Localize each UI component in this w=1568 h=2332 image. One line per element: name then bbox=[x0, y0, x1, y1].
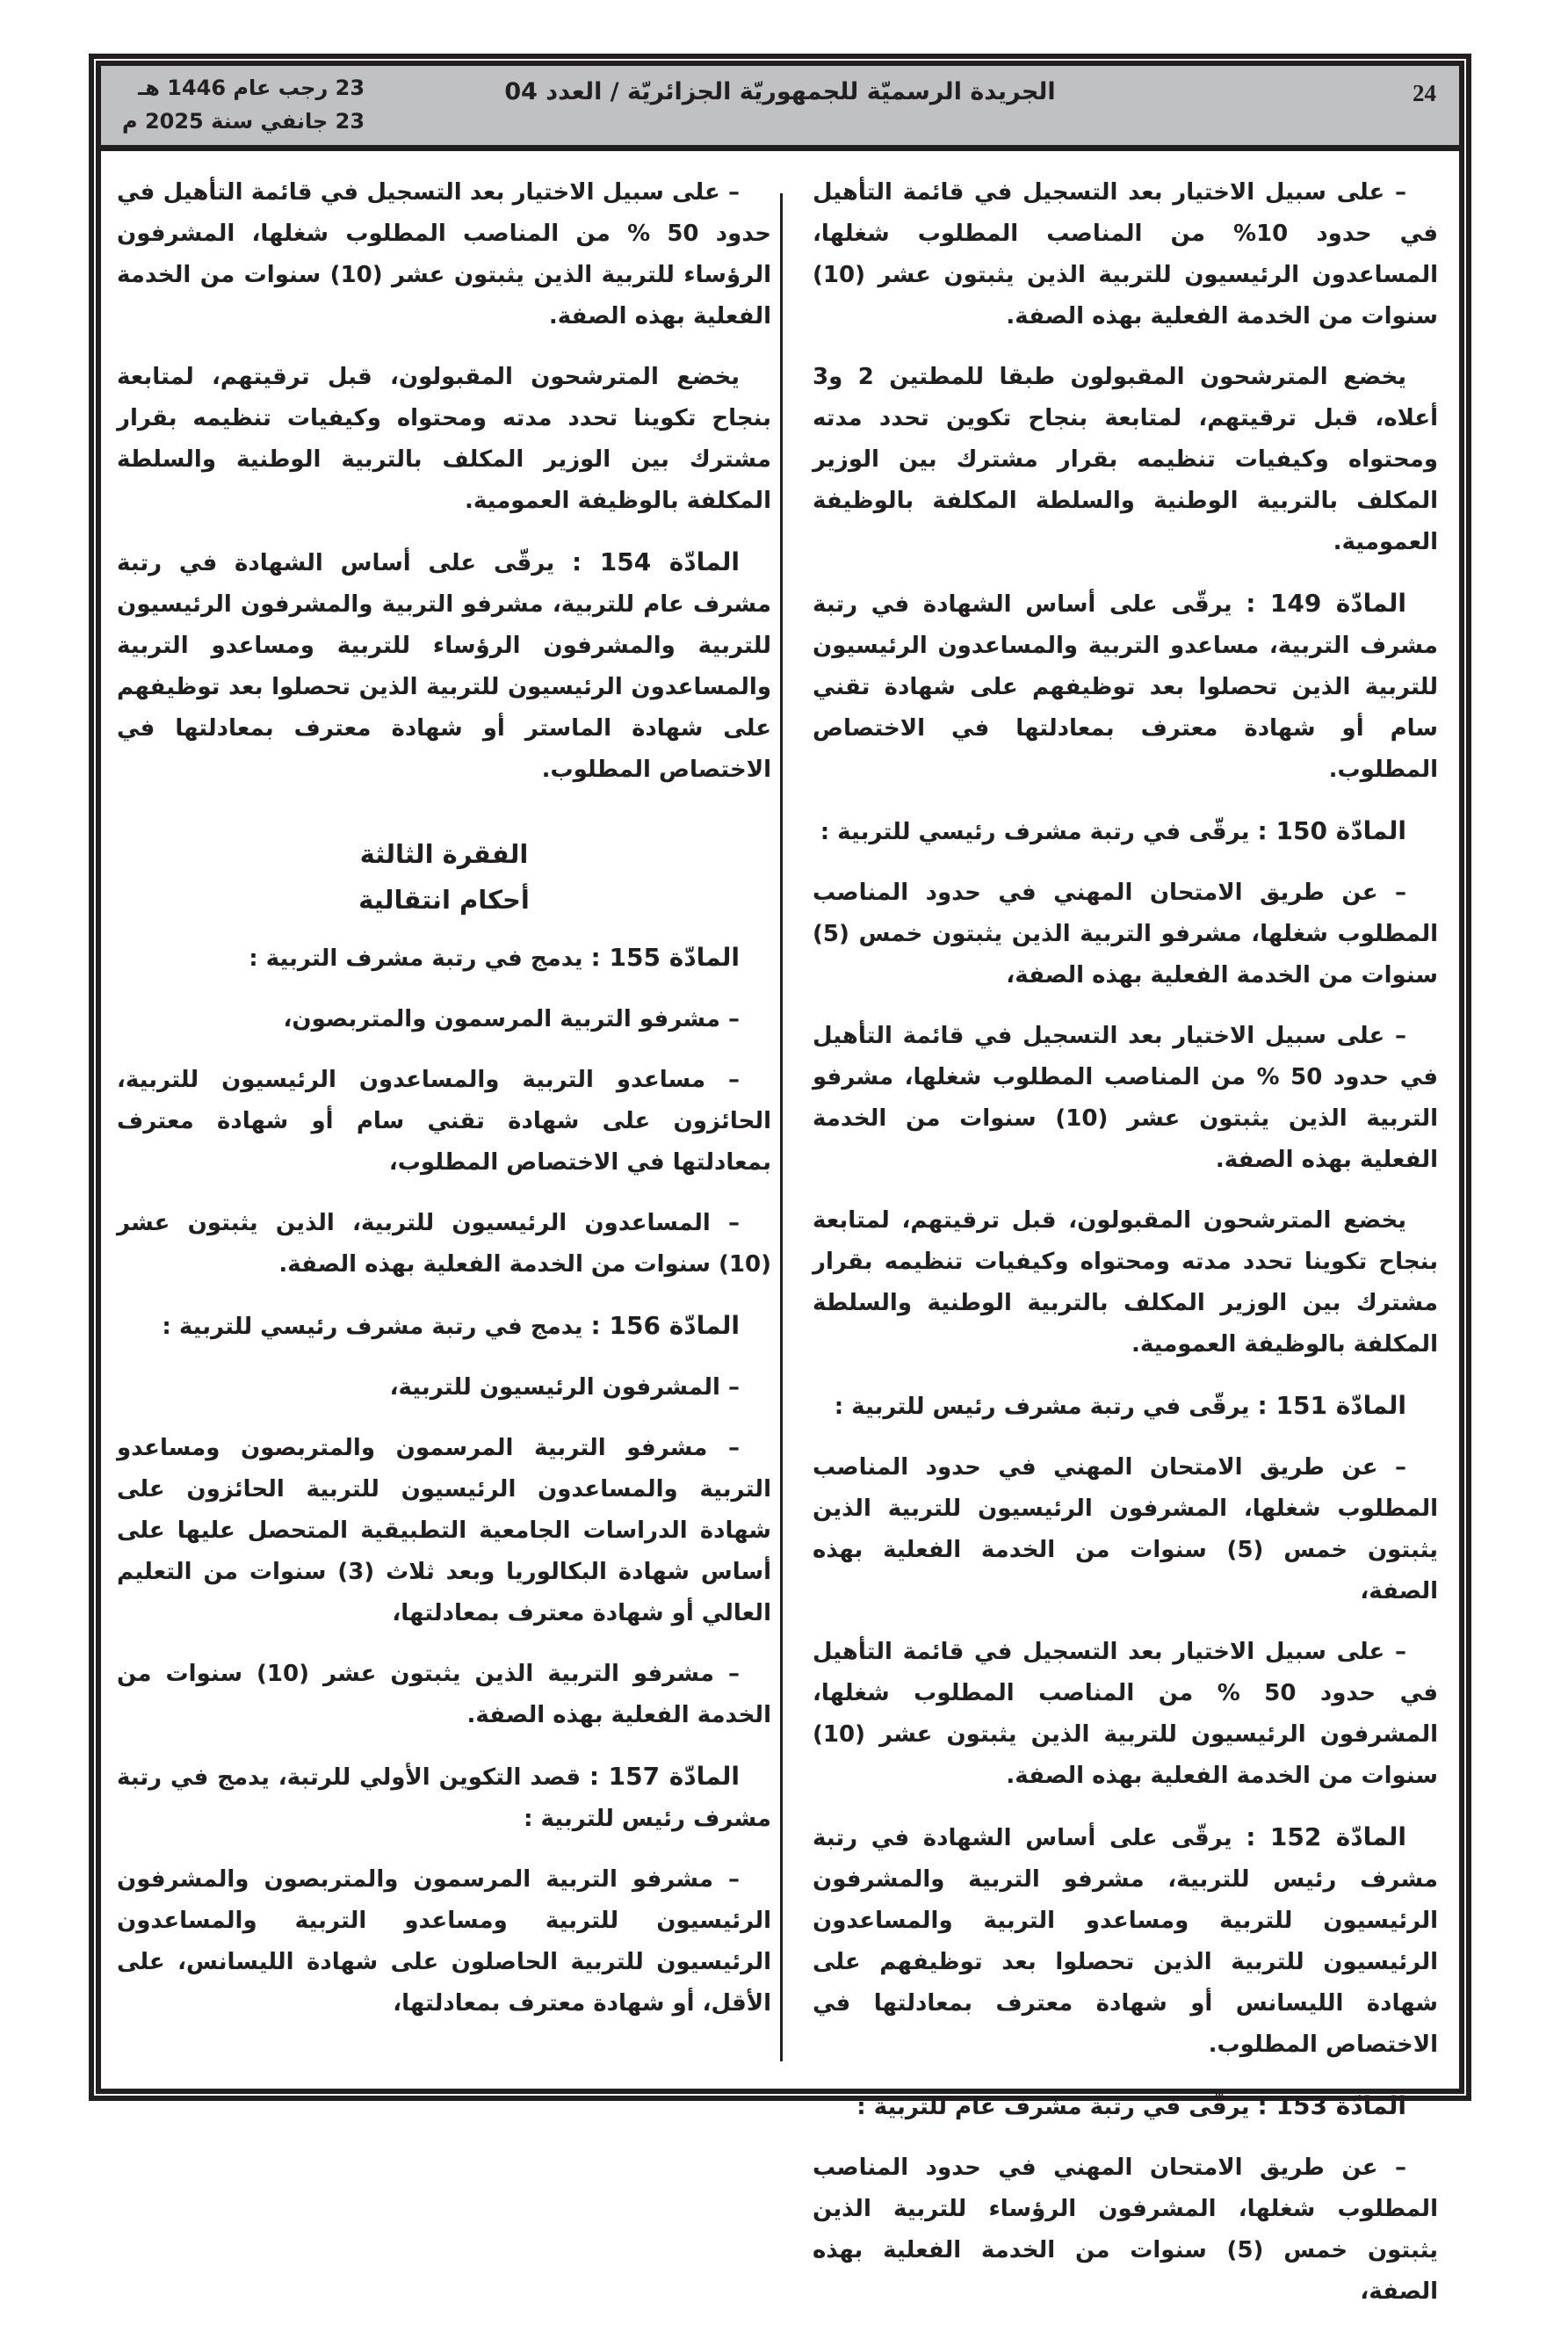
article-text: يرقّى في رتبة مشرف عام للتربية : bbox=[856, 2094, 1258, 2120]
article-text: يرقّى على أساس الشهادة في رتبة مشرف رئيس للتربية، مشرفو التربية والمشرفون الرئيسيون للتربية ومساعدو التربية والمساعدون الرئيسيون للتربية الذين تحصلوا بعد توظيفهم على شهادة الليسانس أو شهادة معترف بمعادلتها في الاختصاص المطلوب. bbox=[813, 1825, 1438, 2058]
article-paragraph bbox=[813, 1385, 1438, 1428]
article-label: المادّة 155 : bbox=[590, 943, 740, 972]
list-item: – مشرفو التربية المرسمون والمتربصون ومساعدو التربية والمساعدون الرئيسيون للتربية الحائزون على شهادة الدراسات الجامعية التطبيقية المتحصل عليها على أساس شهادة البكالوريا وبعد ثلاث (3) سنوات من التعليم العالي أو شهادة معترف بمعادلتها، bbox=[117, 1435, 771, 1626]
list-item: – مساعدو التربية والمساعدون الرئيسيون للتربية، الحائزون على شهادة تقني سام أو شهادة معترف بمعادلتها في الاختصاص المطلوب، bbox=[117, 1067, 771, 1176]
article-text: يدمج في رتبة مشرف رئيسي للتربية : bbox=[162, 1314, 591, 1340]
left-column-upper bbox=[117, 172, 771, 791]
list-item: – عن طريق الامتحان المهني في حدود المناصب المطلوب شغلها، المشرفون الرؤساء للتربية الذين يثبتون خمس (5) سنوات من الخدمة الفعلية بهذه الصفة، bbox=[813, 2155, 1438, 2305]
article-paragraph bbox=[117, 1756, 771, 1840]
section-heading: الفقرة الثالثة bbox=[359, 839, 529, 869]
body-paragraph: يخضع المترشحون المقبولون، قبل ترقيتهم، لمتابعة بنجاح تكوينا تحدد مدته ومحتواه وكيفيات تنظيمه بقرار مشترك بين الوزير المكلف بالتربية الوطنية والسلطة المكلفة بالوظيفة العمومية. bbox=[813, 1207, 1438, 1358]
article-paragraph bbox=[813, 583, 1438, 791]
issue-dates bbox=[122, 71, 365, 138]
article-paragraph bbox=[813, 1816, 1438, 2066]
list-item: – على سبيل الاختيار بعد التسجيل في قائمة التأهيل في حدود 50 % من المناصب المطلوب شغلها، المشرفون الرؤساء للتربية الذين يثبتون عشر (10) سنوات من الخدمة الفعلية بهذه الصفة. bbox=[117, 179, 772, 330]
list-item: – عن طريق الامتحان المهني في حدود المناصب المطلوب شغلها، المشرفون الرئيسيون للتربية الذين يثبتون خمس (5) سنوات من الخدمة الفعلية بهذه الصفة، bbox=[813, 1454, 1438, 1604]
list-item: – على سبيل الاختيار بعد التسجيل في قائمة التأهيل في حدود 50 % من المناصب المطلوب شغلها، مشرفو التربية الذين يثبتون عشر (10) سنوات من الخدمة الفعلية بهذه الصفة. bbox=[813, 1023, 1438, 1173]
list-item: – مشرفو التربية الذين يثبتون عشر (10) سنوات من الخدمة الفعلية بهذه الصفة. bbox=[117, 1661, 771, 1728]
article-text: يدمج في رتبة مشرف التربية : bbox=[249, 945, 591, 972]
body-paragraph: يخضع المترشحون المقبولون، قبل ترقيتهم، لمتابعة بنجاح تكوينا تحدد مدته ومحتواه وكيفيات تنظيمه بقرار مشترك بين الوزير المكلف بالتربية الوطنية والسلطة المكلفة بالوظيفة العمومية. bbox=[117, 364, 771, 514]
body-paragraph: يخضع المترشحون المقبولون طبقا للمطتين 2 و3 أعلاه، قبل ترقيتهم، لمتابعة بنجاح تكوين تحدد مدته ومحتواه وكيفيات تنظيمه بقرار مشترك بين الوزير المكلف بالتربية الوطنية والسلطة المكلفة بالوظيفة العمومية. bbox=[813, 364, 1438, 555]
gazette-title: الجريدة الرسميّة للجمهوريّة الجزائريّة / العدد 04 bbox=[504, 78, 1056, 105]
article-label: المادّة 152 : bbox=[1246, 1822, 1406, 1851]
list-item: – مشرفو التربية المرسمون والمتربصون، bbox=[283, 1006, 740, 1032]
article-paragraph bbox=[813, 810, 1438, 853]
section-subheading: أحكام انتقالية bbox=[358, 885, 530, 915]
article-label: المادّة 156 : bbox=[590, 1311, 740, 1340]
list-item: – المشرفون الرئيسيون للتربية، bbox=[389, 1374, 740, 1401]
article-text: يرقّى على أساس الشهادة في رتبة مشرف عام للتربية، مشرفو التربية والمشرفون الرئيسيون للتربية والمشرفون الرؤساء للتربية ومساعدو التربية والمساعدون الرئيسيون للتربية الذين تحصلوا بعد توظيفهم على شهادة الماستر أو شهادة معترف بمعادلتها في الاختصاص المطلوب. bbox=[117, 550, 771, 783]
list-item: – عن طريق الامتحان المهني في حدود المناصب المطلوب شغلها، مشرفو التربية الذين يثبتون خمس (5) سنوات من الخدمة الفعلية بهذه الصفة، bbox=[813, 880, 1438, 989]
article-label: المادّة 157 : bbox=[589, 1762, 740, 1791]
gazette-header bbox=[101, 66, 1459, 151]
article-paragraph bbox=[813, 2085, 1438, 2128]
article-label: المادّة 154 : bbox=[572, 547, 740, 576]
left-column-lower bbox=[117, 937, 771, 2024]
list-item: – على سبيل الاختيار بعد التسجيل في قائمة التأهيل في حدود 50 % من المناصب المطلوب شغلها، المشرفون الرئيسيون للتربية الذين يثبتون عشر (10) سنوات من الخدمة الفعلية بهذه الصفة. bbox=[813, 1639, 1438, 1789]
article-label: المادّة 150 : bbox=[1257, 816, 1406, 845]
article-text: يرقّى على أساس الشهادة في رتبة مشرف التربية، مساعدو التربية والمساعدون الرئيسيون للتربية الذين تحصلوا بعد توظيفهم على شهادة تقني سام أو شهادة معترف بمعادلتها في الاختصاص المطلوب. bbox=[813, 591, 1438, 783]
right-column bbox=[813, 172, 1438, 2332]
article-label: المادّة 153 : bbox=[1257, 2091, 1406, 2120]
article-paragraph bbox=[117, 541, 771, 791]
left-column bbox=[117, 172, 771, 2044]
article-text: يرقّى في رتبة مشرف رئيس للتربية : bbox=[834, 1394, 1258, 1420]
list-item: – مشرفو التربية المرسمون والمتربصون والمشرفون الرئيسيون للتربية ومساعدو التربية والمساعدون الرئيسيون للتربية الحاصلون على شهادة الليسانس، على الأقل، أو شهادة معترف بمعادلتها، bbox=[117, 1866, 771, 2017]
article-paragraph bbox=[117, 1305, 771, 1348]
article-paragraph bbox=[117, 937, 771, 980]
article-label: المادّة 149 : bbox=[1246, 589, 1406, 618]
list-item: – على سبيل الاختيار بعد التسجيل في قائمة التأهيل في حدود 10% من المناصب المطلوب شغلها، المساعدون الرئيسيون للتربية الذين يثبتون عشر (10) سنوات من الخدمة الفعلية بهذه الصفة. bbox=[813, 179, 1438, 330]
article-text: قصد التكوين الأولي للرتبة، يدمج في رتبة مشرف رئيس للتربية : bbox=[117, 1764, 771, 1832]
article-label: المادّة 151 : bbox=[1257, 1391, 1406, 1420]
page-number: 24 bbox=[1413, 80, 1436, 106]
list-item: – المساعدون الرئيسيون للتربية، الذين يثبتون عشر (10) سنوات من الخدمة الفعلية بهذه الصفة. bbox=[117, 1210, 771, 1278]
column-divider bbox=[780, 193, 783, 2061]
date-hijri: 23 رجب عام 1446 هـ bbox=[138, 76, 365, 100]
article-text: يرقّى في رتبة مشرف رئيسي للتربية : bbox=[820, 819, 1258, 845]
date-gregorian: 23 جانفي سنة 2025 م bbox=[122, 109, 365, 134]
section-header bbox=[117, 831, 771, 923]
